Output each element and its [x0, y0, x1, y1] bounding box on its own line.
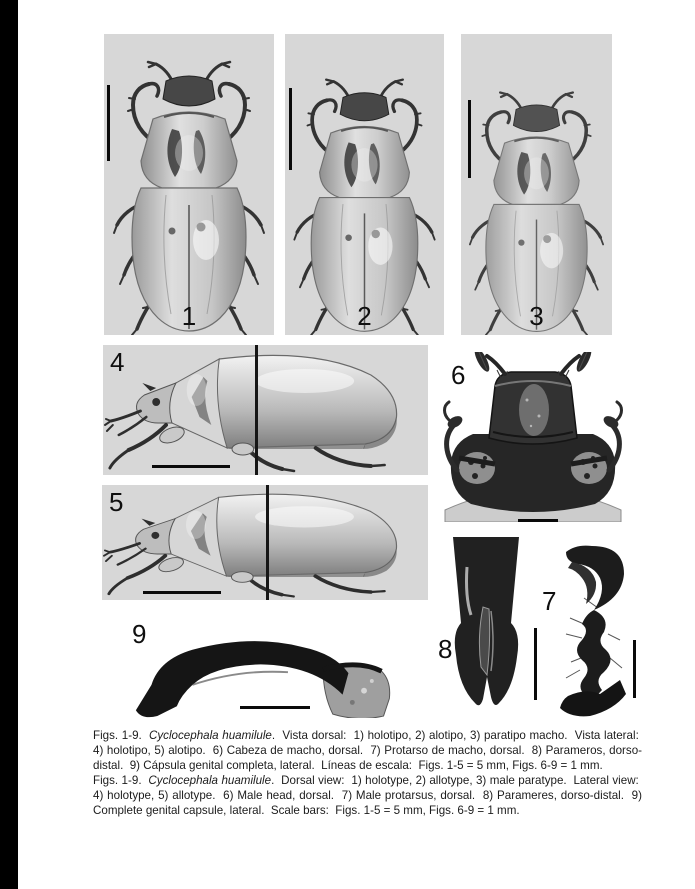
figure-7-protarsus — [538, 538, 638, 722]
beetle-lateral-photo-5 — [102, 485, 428, 600]
figure-number-2: 2 — [357, 301, 372, 331]
scale-bar-fig5 — [143, 591, 221, 594]
scale-bar-fig4 — [152, 465, 230, 468]
figure-number-5: 5 — [109, 487, 124, 517]
figure-number-8: 8 — [438, 634, 453, 664]
beetle-dorsal-photo-1 — [104, 34, 274, 335]
figure-6-male-head — [435, 352, 631, 524]
scale-bar-fig1 — [107, 85, 110, 161]
parameres-photo — [445, 537, 527, 719]
scan-black-bar — [0, 0, 18, 889]
figure-number-3: 3 — [529, 301, 544, 331]
caption-body-en: . Dorsal view: 1) holotype, 2) allotype, 3) male paratype. Lateral view: 4) holotype, 5) allotype. 6) Male head, dorsal. 7) Male protarsus, dorsal. 8) Parameres, dorso-distal. 9) Complete genital capsule, lateral. Scale bars: Figs. 1-5 = 5 mm, Figs. 6-9 = 1 mm. — [93, 773, 643, 817]
scale-bar-fig8 — [534, 628, 537, 700]
photo-panel-fig4 — [103, 345, 428, 475]
figure-8-parameres — [437, 537, 539, 722]
beetle-dorsal-photo-3 — [461, 34, 612, 335]
figure-caption — [93, 729, 642, 818]
protarsus-photo — [538, 538, 636, 722]
figure-number-7: 7 — [542, 586, 557, 616]
figure-number-4: 4 — [110, 347, 125, 377]
scale-bar-fig7 — [633, 640, 636, 698]
scale-bar-fig6 — [518, 519, 558, 522]
caption-prefix-es: Figs. 1-9. — [93, 729, 150, 742]
figure-9-genital-capsule — [112, 615, 412, 720]
specimen-pin-fig5 — [266, 485, 269, 600]
caption-paragraph-english — [93, 774, 642, 819]
figure-number-6: 6 — [451, 360, 466, 390]
scale-bar-fig2 — [289, 88, 292, 170]
caption-body-es: . Vista dorsal: 1) holotipo, 2) alotipo, 3) paratipo macho. Vista lateral: 4) holotipo, 5) alotipo. 6) Cabeza de macho, dorsal. 7) Protarso de macho, dorsal. 8) Parameros, dorso-distal. 9) Cápsula genital completa, lateral. Líneas de escala: Figs. 1-5 = 5 mm, Figs. 6-9 = 1 mm. — [93, 729, 643, 772]
caption-paragraph-spanish — [93, 729, 642, 774]
species-name-en: Cyclocephala huamilule — [148, 773, 272, 787]
caption-prefix-en: Figs. 1-9. — [93, 773, 149, 787]
species-name-es: Cyclocephala huamilule — [149, 729, 272, 742]
beetle-lateral-photo-4 — [103, 345, 428, 475]
photo-panel-fig2 — [285, 34, 444, 335]
specimen-pin-fig4 — [255, 345, 258, 475]
photo-panel-fig3 — [461, 34, 612, 335]
figure-number-9: 9 — [132, 619, 147, 649]
scale-bar-fig9 — [240, 706, 310, 709]
beetle-dorsal-photo-2 — [285, 34, 444, 335]
photo-panel-fig1 — [104, 34, 274, 335]
figure-number-1: 1 — [181, 301, 197, 331]
scale-bar-fig3 — [468, 100, 471, 178]
photo-panel-fig5 — [102, 485, 428, 600]
